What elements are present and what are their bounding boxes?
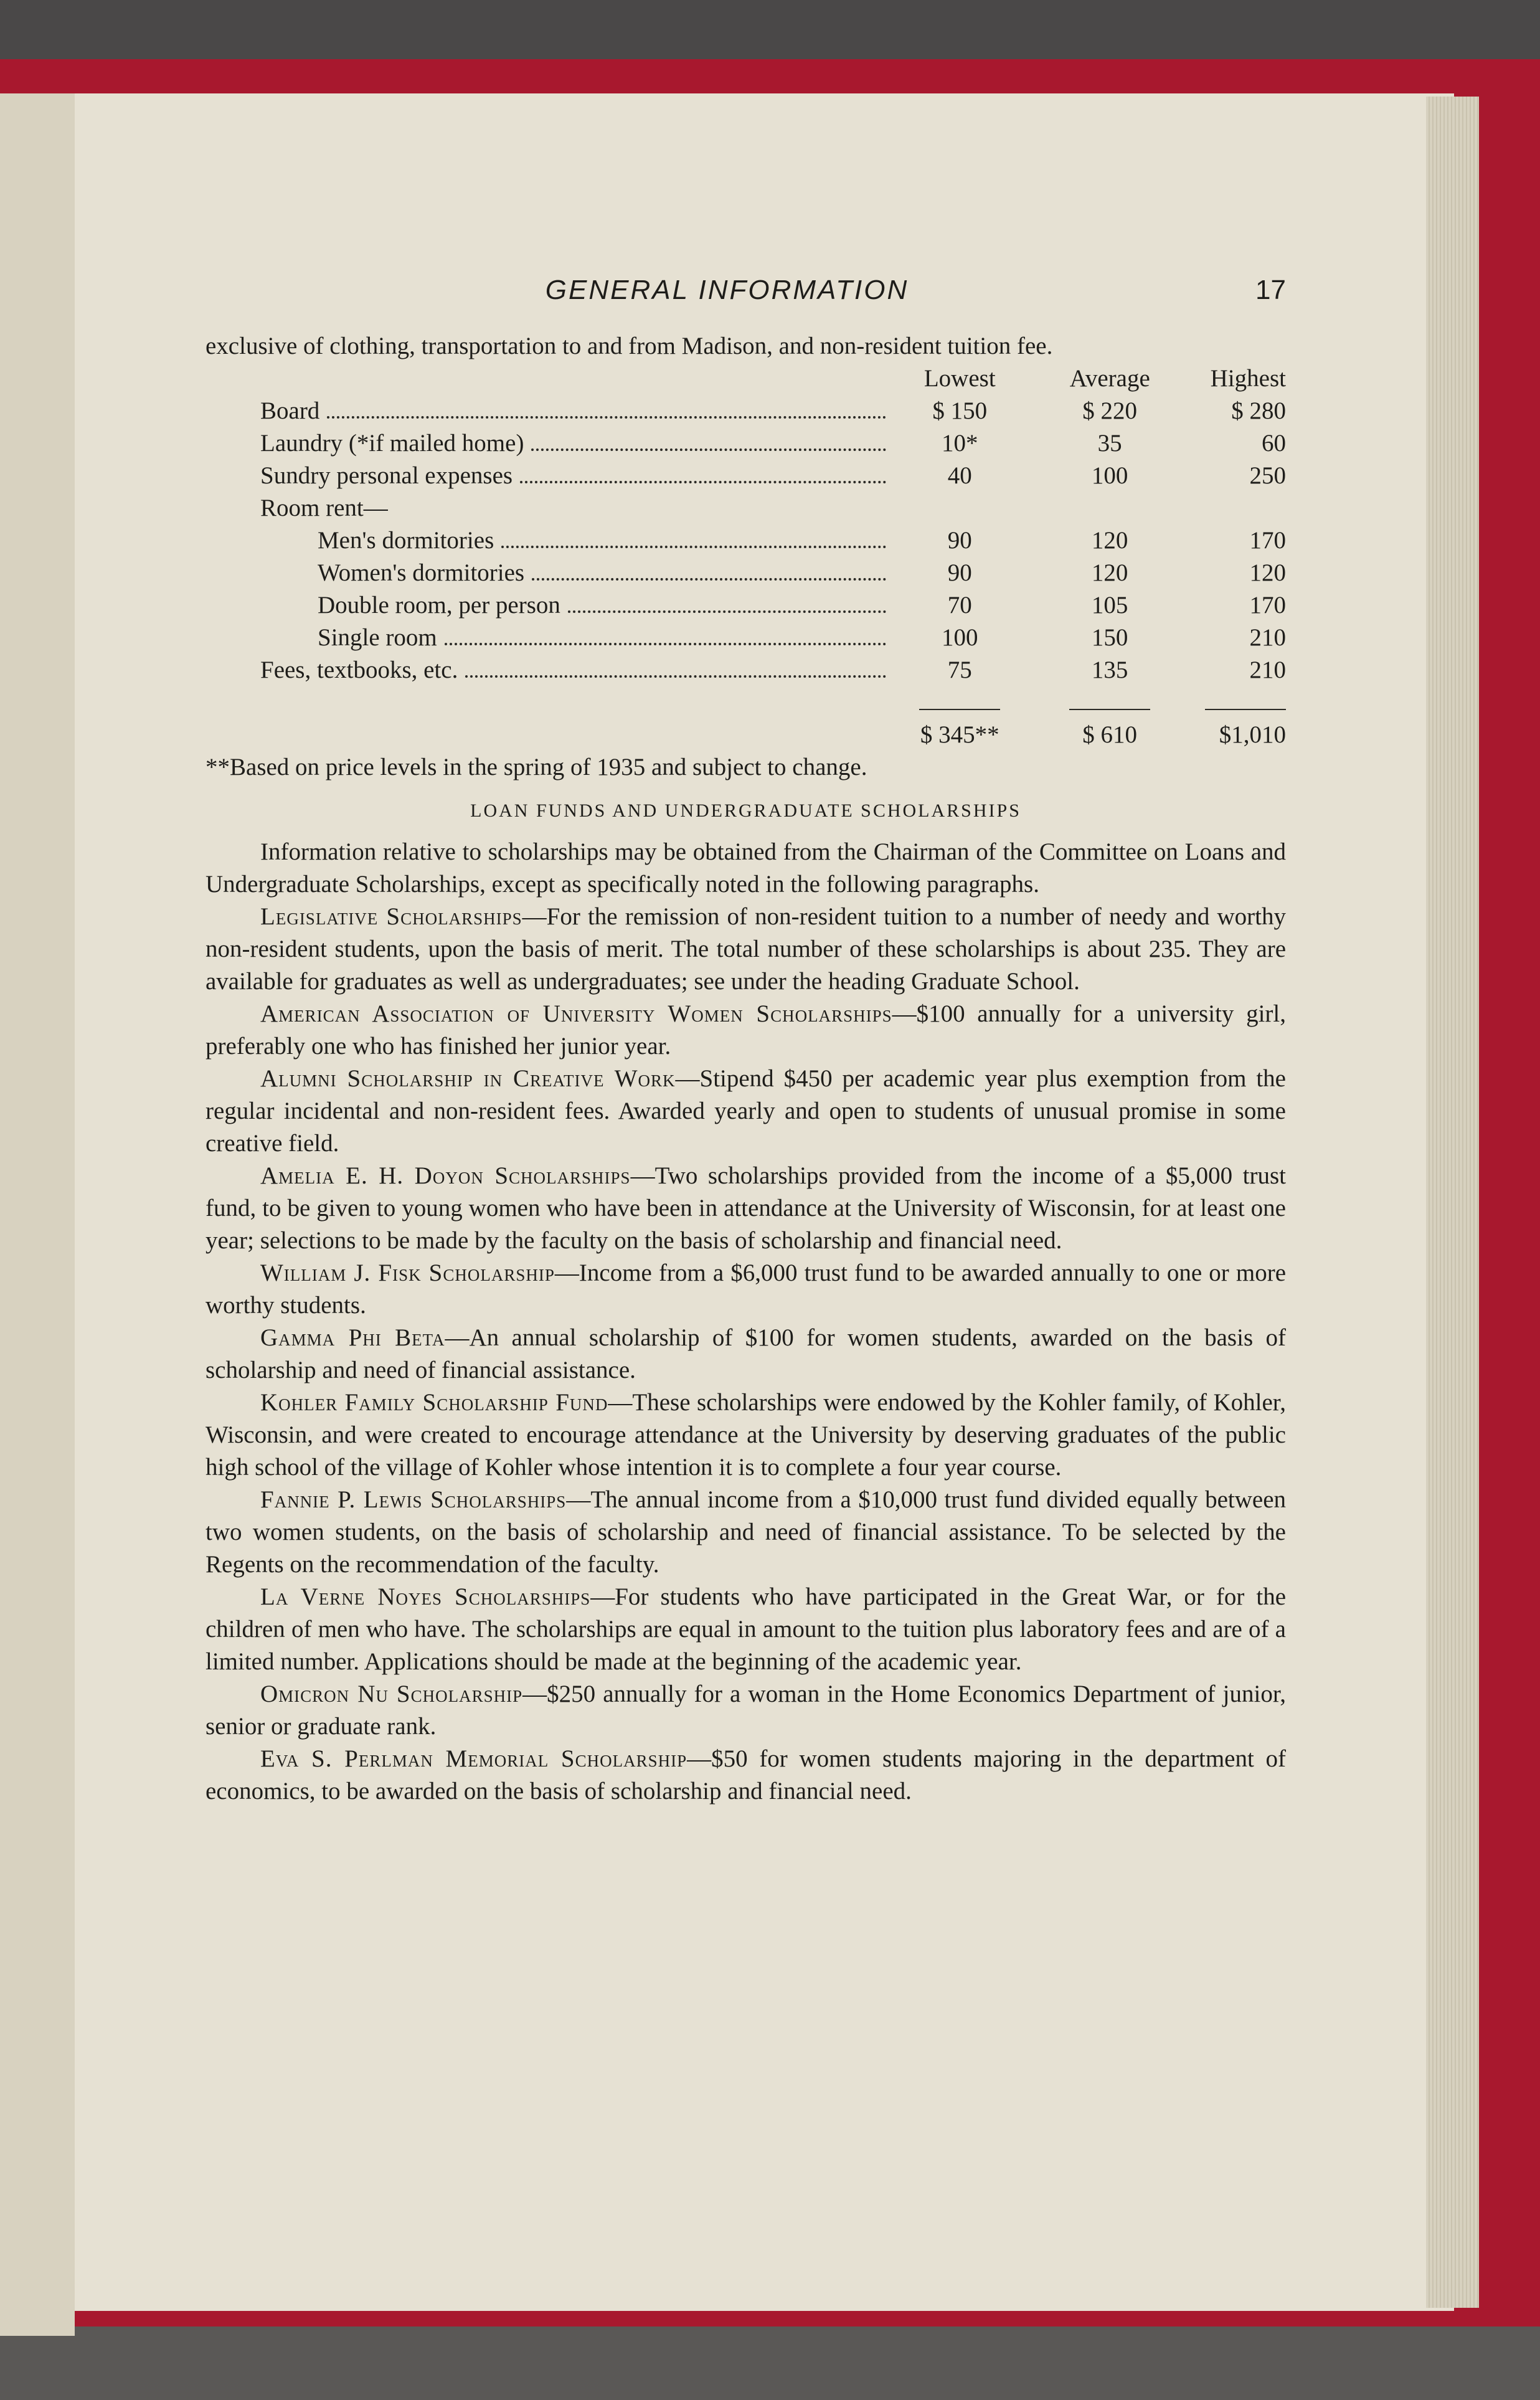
cell-highest: 210: [1249, 624, 1286, 651]
row-label: Double room, per person: [318, 592, 560, 619]
table-row: [205, 557, 1286, 589]
table-row: [205, 460, 1286, 492]
cell-lowest: 100: [942, 624, 978, 651]
total-average: $ 610: [1082, 721, 1138, 748]
section-title: LOAN FUNDS AND UNDERGRADUATE SCHOLARSHIPS: [470, 800, 1021, 821]
page-header: [205, 274, 1286, 330]
scholarship-name: Gamma Phi Beta: [260, 1324, 445, 1351]
scholarship-text: —Two scholarships provided from the income of a $5,000 trust fund, to be given to young women who have been in attendance at the University of Wisconsin, for at least one year; selections to be made by the faculty on the basis of scholarship and financial need.: [205, 1162, 1287, 1254]
column-header: Lowest: [924, 365, 996, 392]
scholarship-entry: [205, 1743, 1286, 1808]
total-lowest: $ 345**: [920, 721, 999, 748]
page-content: [205, 274, 1286, 1808]
total-highest: $1,010: [1219, 721, 1286, 748]
cell-lowest: $ 150: [932, 397, 988, 424]
running-head: GENERAL INFORMATION: [545, 275, 909, 305]
scholarship-entry: [205, 1257, 1286, 1322]
scholarship-entry: [205, 998, 1286, 1063]
row-label: Single room: [318, 624, 437, 651]
scholarship-text: —The annual income from a $10,000 trust fund divided equally between two women students, on the basis of scholarship and need of financial assistance. To be selected by the Regents on the recommendation of the faculty.: [205, 1486, 1287, 1578]
cell-average: 100: [1091, 462, 1128, 489]
cell-average: 135: [1091, 657, 1128, 683]
totals-row: [205, 719, 1286, 751]
scholarship-entry: [205, 1678, 1286, 1743]
scholarship-name: Amelia E. H. Doyon Scholarships: [260, 1162, 631, 1189]
cell-highest: 170: [1249, 592, 1286, 619]
table-row: [205, 622, 1286, 654]
scholarship-name: William J. Fisk Scholarship: [260, 1259, 555, 1286]
row-label: Room rent—: [260, 495, 388, 521]
scholarship-name: Eva S. Perlman Memorial Scholarship: [260, 1745, 687, 1772]
cell-average: 105: [1091, 592, 1128, 619]
row-label: Men's dormitories: [318, 527, 494, 554]
total-rule: [1205, 709, 1286, 710]
cost-table-header: [205, 363, 1286, 395]
cell-highest: 170: [1249, 527, 1286, 554]
background-top: [0, 0, 1540, 59]
cell-lowest: 75: [947, 657, 972, 683]
cell-lowest: 90: [947, 527, 972, 554]
table-row: [205, 395, 1286, 427]
scholarship-text: —Stipend $450 per academic year plus exemption from the regular incidental and non-resident fees. Awarded yearly and open to students of unusual promise in some creative field.: [205, 1065, 1286, 1157]
column-header: Average: [1069, 365, 1150, 392]
row-label: Sundry personal expenses: [260, 462, 513, 489]
cell-average: 120: [1091, 527, 1128, 554]
scholarship-name: Fannie P. Lewis Scholarships: [260, 1486, 567, 1513]
total-rule: [919, 709, 1000, 710]
page-number: 17: [1255, 275, 1286, 305]
scholarship-text: —An annual scholarship of $100 for women students, awarded on the basis of scholarship and need of financial assistance.: [205, 1324, 1286, 1383]
scholarship-entry: [205, 1484, 1286, 1581]
scholarship-entry: [205, 1322, 1286, 1387]
intro-paragraph: Information relative to scholarships may be obtained from the Chairman of the Committee on Loans and Undergraduate Scholarships, except as specifically noted in the following paragraphs.: [205, 838, 1286, 898]
scholarship-name: Omicron Nu Scholarship: [260, 1681, 523, 1707]
cell-highest: 250: [1249, 462, 1286, 489]
row-label: Laundry (*if mailed home): [260, 430, 524, 457]
table-row: [205, 492, 1286, 524]
scholarship-entry: [205, 1160, 1286, 1257]
row-label: Board: [260, 397, 320, 424]
table-row: [205, 654, 1286, 686]
cell-highest: 210: [1249, 657, 1286, 683]
cell-lowest: 40: [947, 462, 972, 489]
scholarship-text: —Income from a $6,000 trust fund to be awarded annually to one or more worthy students.: [205, 1259, 1287, 1319]
cell-average: 150: [1091, 624, 1128, 651]
cell-average: 35: [1097, 430, 1122, 457]
scholarship-name: La Verne Noyes Scholarships: [260, 1583, 591, 1610]
scholarship-text: —$100 annually for a university girl, preferably one who has finished her junior year.: [205, 1000, 1286, 1060]
cell-average: 120: [1091, 559, 1128, 586]
scholarship-name: Alumni Scholarship in Creative Work: [260, 1065, 676, 1092]
total-rule-row: [205, 686, 1286, 719]
scholarship-entry: [205, 901, 1286, 998]
scholarship-text: —$250 annually for a woman in the Home Economics Department of junior, senior or graduate rank.: [205, 1681, 1287, 1740]
scholarship-text: —For students who have participated in the Great War, or for the children of men who have. The scholarships are equal in amount to the tuition plus laboratory fees and are of a limited number. Applications should be made at the beginning of the academic year.: [205, 1583, 1287, 1675]
scholarship-name: Kohler Family Scholarship Fund: [260, 1389, 608, 1416]
column-header: Highest: [1210, 365, 1286, 392]
left-page-edge: [0, 93, 75, 2336]
cell-highest: 60: [1262, 430, 1286, 457]
cost-table: [205, 363, 1286, 751]
scholarship-name: American Association of University Women Scholarships: [260, 1000, 892, 1027]
scholarship-entry: [205, 1063, 1286, 1160]
footnote: **Based on price levels in the spring of 1935 and subject to change.: [205, 754, 867, 780]
scholarship-text: —For the remission of non-resident tuition to a number of needy and worthy non-resident students, upon the basis of merit. The total number of these scholarships is about 235. They are available for graduates as well as undergraduates; see under the heading Graduate School.: [205, 903, 1287, 995]
intro-text: exclusive of clothing, transportation to and from Madison, and non-resident tuition fee.: [205, 333, 1053, 359]
scholarship-text: —These scholarships were endowed by the Kohler family, of Kohler, Wisconsin, and were created to encourage attendance at the University by deserving graduates of the public high school of the village of Kohler whose intention it is to complete a four year course.: [205, 1389, 1286, 1481]
scholarship-entry: [205, 1581, 1286, 1678]
row-label: Women's dormitories: [318, 559, 525, 586]
cell-lowest: 90: [947, 559, 972, 586]
scholarship-name: Legislative Scholarships: [260, 903, 522, 930]
cell-highest: 120: [1249, 559, 1286, 586]
total-rule: [1069, 709, 1150, 710]
row-label: Fees, textbooks, etc.: [260, 657, 458, 683]
cell-lowest: 70: [947, 592, 972, 619]
cell-average: $ 220: [1082, 397, 1138, 424]
table-row: [205, 427, 1286, 460]
table-row: [205, 524, 1286, 557]
table-row: [205, 589, 1286, 622]
scholarship-text: —$50 for women students majoring in the department of economics, to be awarded on the basis of scholarship and financial need.: [205, 1745, 1286, 1805]
cell-lowest: 10*: [942, 430, 978, 457]
scholarship-entry: [205, 1387, 1286, 1484]
page-edges: [1426, 97, 1479, 2308]
cell-highest: $ 280: [1231, 397, 1286, 424]
